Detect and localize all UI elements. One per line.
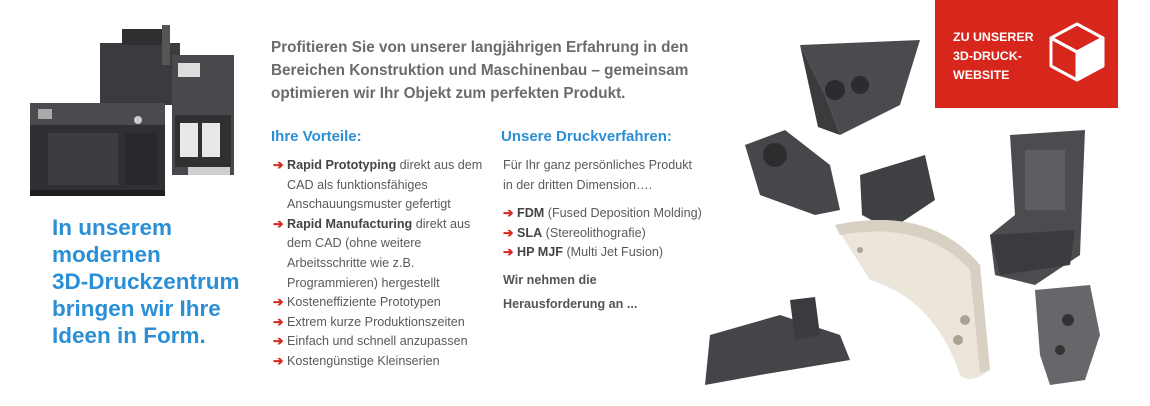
list-item-text: (Fused Deposition Molding) [544,206,702,220]
badge-line: ZU UNSERER [953,30,1034,44]
list-item-text: direkt aus dem CAD als funktionsfähiges Anschauungsmuster gefertigt [287,158,483,212]
3d-printer-image [30,25,250,200]
arrow-icon: ➔ [503,225,514,240]
list-item-highlight: SLA [517,225,543,240]
intro-text [271,36,741,105]
headline-line: bringen wir Ihre [52,296,221,321]
list-item-text: (Stereolithografie) [542,225,646,240]
headline-line: 3D-Druckzentrum [52,269,240,294]
intro-line: optimieren wir Ihr Objekt zum perfekten Produkt. [271,85,626,102]
list-item-text: Kosteneffiziente Prototypen [287,295,441,310]
headline-line: Ideen in Form. [52,323,206,348]
cube-icon [1048,21,1106,83]
list-item [273,332,488,352]
arrow-icon: ➔ [503,245,514,260]
list-item [273,156,488,215]
list-item-highlight: Rapid Manufacturing [287,216,413,231]
arrow-icon: ➔ [273,216,284,231]
arrow-icon: ➔ [273,353,284,368]
list-item-text: Kostengünstige Kleinserien [287,353,440,368]
list-item [273,215,488,293]
arrow-icon: ➔ [503,206,514,220]
intro-line: Bereichen Konstruktion und Maschinenbau – gemeinsam [271,62,689,79]
headline [52,214,262,349]
headline-line: In unserem [52,215,173,240]
arrow-icon: ➔ [273,295,284,310]
list-item-highlight: Rapid Prototyping [287,158,397,172]
badge-line: 3D-DRUCK- [953,49,1022,63]
list-item-text: direkt aus dem CAD (ohne weitere Arbeitsschritte wie z.B. Programmieren) hergestellt [287,216,471,290]
advantages-title: Ihre Vorteile: [271,128,362,145]
challenge-line: Wir nehmen die [503,273,597,287]
list-item [273,352,488,372]
list-item-text: (Multi Jet Fusion) [562,245,664,260]
list-item-text: Extrem kurze Produktionszeiten [287,314,465,329]
arrow-icon: ➔ [273,314,284,329]
headline-line: modernen [52,242,161,267]
list-item-text: Einfach und schnell anzupassen [287,334,468,349]
arrow-icon: ➔ [273,158,284,172]
processes-intro-line: Für Ihr ganz persönliches Produkt [503,158,692,172]
processes-intro [503,156,713,195]
intro-line: Profitieren Sie von unserer langjährigen Erfahrung in den [271,39,689,56]
processes-intro-line: in der dritten Dimension…. [503,177,653,192]
list-item [273,293,488,313]
list-item-highlight: FDM [517,206,545,220]
3d-print-website-button[interactable] [935,0,1118,108]
badge-line: WEBSITE [953,68,1010,82]
challenge-line: Herausforderung an ... [503,297,638,311]
advantages-list [273,156,488,372]
badge-label [953,28,1034,85]
list-item-highlight: HP MJF [517,245,563,260]
list-item [273,313,488,333]
processes-title: Unsere Druckverfahren: [501,128,672,145]
arrow-icon: ➔ [273,334,284,349]
challenge-text [503,268,703,316]
